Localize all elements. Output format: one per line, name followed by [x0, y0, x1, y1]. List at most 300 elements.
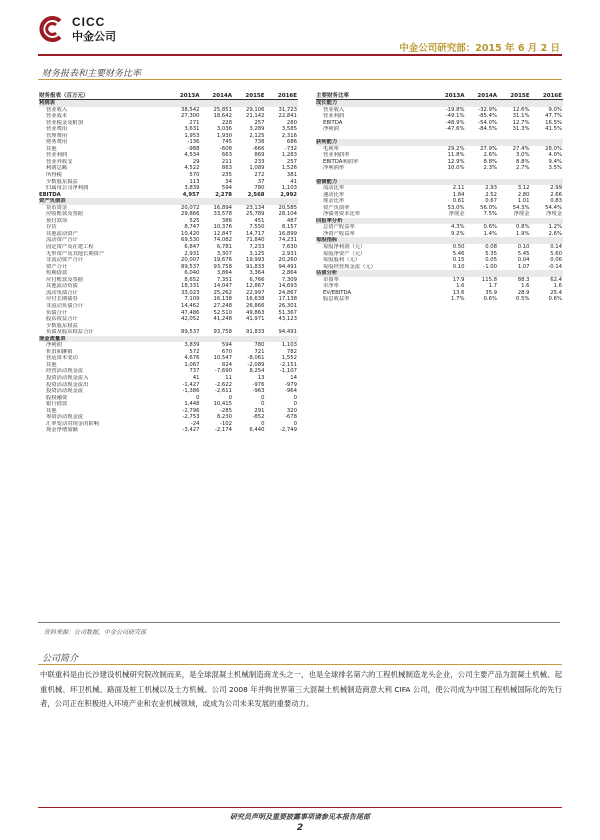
row-value: 1.84 [452, 191, 465, 198]
row-label: 估值分析 [316, 270, 338, 277]
row-value: 8,652 [184, 276, 200, 283]
row-label: 市盈率 [323, 276, 339, 283]
row-value: 74,231 [278, 237, 297, 244]
row-value: 1.6 [456, 283, 465, 290]
row-value: 3,289 [249, 126, 265, 133]
row-label: 少数股东权益 [46, 322, 78, 329]
row-value: 8.8% [483, 158, 497, 165]
footer-disclaimer: 研究员声明及重要披露事项请参见本报告尾部 [230, 813, 370, 821]
row-label: 回报率分析 [316, 217, 343, 224]
row-value: 572 [189, 348, 200, 355]
row-value: -2,151 [279, 361, 297, 368]
row-value: 29 [192, 158, 200, 165]
row-value: 88.3 [517, 276, 530, 283]
row-value: 3,036 [216, 126, 232, 133]
row-value: 721 [254, 348, 265, 355]
header-year: 2015E [245, 93, 265, 99]
row-label: 流动负债合计 [46, 289, 78, 296]
row-value: 0.6% [483, 296, 497, 303]
source-note: 资料来源：公司数据，中金公司研究部 [44, 629, 147, 636]
row-value: -136 [187, 139, 200, 146]
row-value: 25,851 [213, 106, 232, 113]
header-year: 2013A [179, 93, 200, 99]
row-value: 28.0% [545, 145, 562, 152]
row-value: 18,642 [213, 113, 232, 120]
row-label: 营业利润 [46, 152, 68, 159]
row-value: 25,262 [213, 289, 232, 296]
row-label: 应收账款及票据 [46, 211, 84, 218]
row-value: 27.4% [512, 145, 530, 152]
row-value: 451 [254, 217, 265, 224]
row-value: 净现金 [546, 211, 562, 218]
header-label: 主要财务比率 [316, 93, 350, 99]
row-label: 管理费用 [46, 132, 68, 139]
row-value: 780 [254, 185, 265, 192]
header-year: 2013A [444, 93, 465, 99]
row-value: 663 [221, 152, 232, 159]
row-value: 22,841 [278, 113, 297, 120]
row-label: 每股净资产（元） [323, 250, 366, 257]
row-label: 其他流动资产 [46, 230, 78, 237]
row-value: 71,840 [245, 237, 265, 244]
row-value: 0.50 [452, 244, 465, 251]
header-date: 中金公司研究部：2015 年 6 月 2 日 [399, 43, 560, 54]
row-value: 6,847 [184, 244, 200, 251]
row-value: 20,072 [180, 204, 200, 211]
row-label: 折旧和摊销 [46, 348, 73, 355]
row-value: 1,067 [184, 361, 200, 368]
row-value: 12,867 [245, 283, 265, 290]
row-value: -47.6% [445, 126, 465, 133]
row-value: 2.6% [483, 152, 497, 159]
row-value: 29.2% [447, 145, 465, 152]
row-value: 28,104 [278, 211, 297, 218]
row-value: -285 [219, 407, 232, 414]
row-label: 所得税 [46, 172, 62, 179]
row-value: 1,283 [281, 152, 297, 159]
row-value: 5.60 [550, 250, 562, 257]
row-value: 869 [254, 152, 265, 159]
row-value: 7,630 [281, 244, 297, 251]
row-value: 2,278 [215, 191, 232, 198]
row-value: 5.46 [452, 250, 465, 257]
row-value: 2,568 [247, 191, 265, 198]
page-header [0, 0, 600, 60]
row-value: 2.80 [517, 191, 530, 198]
row-value: 23,134 [245, 204, 265, 211]
row-value: 7.5% [483, 211, 497, 218]
row-value: -3,427 [182, 427, 200, 434]
row-value: 26,301 [278, 302, 297, 309]
row-value: 净现金 [448, 211, 465, 218]
row-value: 233 [254, 158, 265, 165]
row-value: 16,894 [213, 204, 232, 211]
row-label: 现金净增加额 [46, 427, 78, 434]
row-value: -1,427 [182, 381, 200, 388]
table-header-row [39, 92, 298, 100]
row-value: 42,052 [180, 316, 200, 323]
row-value: 1.2% [548, 224, 562, 231]
row-value: 7,309 [281, 276, 297, 283]
header-year: 2016E [277, 93, 297, 99]
row-label: 总资产收益率 [323, 224, 355, 231]
row-value: 62.4 [550, 276, 562, 283]
row-value: 5.45 [517, 250, 530, 257]
row-value: -666 [252, 145, 265, 152]
row-value: 16,899 [278, 230, 297, 237]
row-label: 毛利率 [323, 145, 339, 152]
row-label: 利润总额 [46, 165, 68, 172]
row-value: 10,415 [213, 401, 232, 408]
row-value: 0.5% [516, 296, 530, 303]
row-value: 12,847 [213, 230, 232, 237]
row-value: 8,230 [216, 414, 232, 421]
row-value: 0.67 [485, 198, 497, 205]
row-label: 应付账款及票据 [46, 276, 84, 283]
row-label: 偿债能力 [316, 178, 338, 185]
row-value: 13.6 [452, 289, 465, 296]
row-label: 汇率变动对现金的影响 [46, 420, 99, 427]
row-value: 386 [221, 217, 232, 224]
row-value: 41.5% [545, 126, 562, 133]
row-value: -2,796 [182, 407, 200, 414]
row-value: 863 [221, 165, 232, 172]
table-header-row [316, 92, 563, 100]
row-value: 14 [290, 374, 297, 381]
row-value: 4,957 [182, 191, 200, 198]
row-label: EBITDA [323, 119, 343, 126]
row-value: 21,142 [245, 113, 265, 120]
row-value: 2.52 [485, 191, 497, 198]
row-value: 113 [189, 178, 200, 185]
row-value: 11.8% [447, 152, 465, 159]
row-label: 资产负债表 [39, 198, 66, 205]
section-title: 财务报表和主要财务比率 [42, 69, 142, 79]
row-value: 29,106 [245, 106, 265, 113]
cicc-logo-icon [38, 14, 68, 44]
row-value: 14,693 [278, 283, 297, 290]
row-value: 2.6% [548, 230, 562, 237]
row-value: 33,023 [180, 289, 200, 296]
row-value: 35.9 [485, 289, 497, 296]
header-year: 2016E [542, 93, 562, 99]
row-label: 其他流动负债 [46, 283, 78, 290]
row-value: -84.5% [478, 126, 497, 133]
row-value: 1.7 [488, 283, 497, 290]
row-value: 7,351 [216, 276, 232, 283]
row-value: 14,047 [213, 283, 232, 290]
row-value: 782 [286, 348, 297, 355]
row-value: 235 [221, 172, 232, 179]
row-value: -49.1% [445, 113, 465, 120]
row-label: 应付长期债券 [46, 296, 78, 303]
row-value: 272 [254, 172, 265, 179]
row-value: 0 [261, 401, 265, 408]
row-value: 0.83 [550, 198, 562, 205]
row-value: 22,997 [245, 289, 265, 296]
row-label: 流动比率 [323, 185, 345, 192]
table-row [316, 296, 563, 303]
row-value: 686 [286, 139, 297, 146]
row-value: -2,753 [182, 414, 200, 421]
row-value: 54.4% [545, 204, 562, 211]
row-value: -24 [190, 420, 200, 427]
row-value: 93,758 [213, 329, 232, 336]
row-value: 2.93 [485, 185, 497, 192]
row-value: 10,376 [213, 224, 232, 231]
row-value: 7,550 [249, 224, 265, 231]
row-label: 成长能力 [316, 100, 338, 106]
row-value: -32.9% [478, 106, 497, 113]
row-value: 7,233 [249, 244, 265, 251]
row-value: 0 [196, 394, 200, 401]
row-label: 净利润率 [323, 165, 345, 172]
row-value: -678 [284, 414, 297, 421]
row-value: 1.07 [517, 263, 530, 270]
row-value: 3,307 [216, 250, 232, 257]
row-value: 3,839 [184, 342, 200, 349]
row-value: 69,530 [180, 237, 200, 244]
row-value: 1,953 [184, 132, 200, 139]
row-value: 38,542 [180, 106, 200, 113]
row-value: 487 [286, 217, 297, 224]
row-label: 每股指标 [316, 237, 338, 244]
row-value: 12.9% [447, 158, 465, 165]
row-value: 3.5% [548, 165, 562, 172]
row-value: -979 [284, 381, 297, 388]
row-value: 47,486 [180, 309, 200, 316]
row-value: 1,930 [216, 132, 232, 139]
row-value: 91,833 [245, 329, 265, 336]
row-value: 0 [293, 394, 297, 401]
row-value: -48.9% [445, 119, 465, 126]
row-value: 54.3% [512, 204, 530, 211]
row-value: -732 [284, 145, 297, 152]
row-label: 股息收益率 [323, 296, 350, 303]
row-label: 营运资本变动 [46, 355, 78, 362]
row-label: 投资活动现金流入 [46, 374, 89, 381]
row-value: 0.8% [516, 224, 530, 231]
row-value: 净现金 [513, 211, 530, 218]
row-value: 280 [286, 119, 297, 126]
row-value: 31.1% [512, 113, 530, 120]
row-value: -102 [219, 420, 232, 427]
row-value: 1.6 [521, 283, 530, 290]
row-value: 47.7% [545, 113, 562, 120]
row-value: 53.0% [447, 204, 465, 211]
row-label: 资产合计 [46, 263, 68, 270]
row-label: 经营活动现金流 [46, 368, 84, 375]
row-value: 41 [290, 178, 297, 185]
row-value: 3,839 [184, 185, 200, 192]
row-value: 18,331 [180, 283, 200, 290]
row-value: 8,747 [184, 224, 200, 231]
row-value: 257 [286, 158, 297, 165]
row-value: 0 [293, 401, 297, 408]
table-row [39, 427, 298, 434]
row-value: 12.6% [512, 106, 530, 113]
row-label: 其他 [46, 361, 57, 368]
header-year: 2014A [477, 93, 497, 99]
row-label: 营业费用 [46, 126, 68, 133]
row-label: 归属母公司净利润 [46, 185, 89, 192]
row-value: 0.04 [517, 257, 530, 264]
row-value: -2,749 [279, 427, 297, 434]
row-label: 资产负债率 [323, 204, 350, 211]
row-value: 89,537 [180, 263, 200, 270]
row-value: 2,316 [281, 132, 297, 139]
row-value: 1.9% [516, 230, 530, 237]
row-value: 8,157 [281, 224, 297, 231]
row-value: 34 [225, 178, 232, 185]
row-label: 净利润 [323, 126, 339, 133]
row-label: 营业税金及附加 [46, 119, 84, 126]
intro-divider [38, 664, 562, 665]
row-value: 0.6% [548, 296, 562, 303]
row-value: 17.9 [452, 276, 465, 283]
row-label: 净债务资本比率 [323, 211, 361, 218]
intro-title: 公司简介 [42, 654, 79, 664]
row-value: 24,867 [278, 289, 297, 296]
row-label: 每股净利润（元） [323, 244, 366, 251]
row-value: 6,766 [249, 276, 265, 283]
row-value: 211 [221, 158, 232, 165]
row-value: 10,420 [180, 230, 200, 237]
row-value: 11 [225, 374, 232, 381]
row-value: 49,863 [245, 309, 265, 316]
header-year: 2014A [212, 93, 232, 99]
row-value: 780 [254, 342, 265, 349]
row-label: 短期借款 [46, 270, 68, 277]
row-value: 738 [254, 139, 265, 146]
row-label: 固定资产及在建工程 [46, 244, 94, 251]
row-value: 381 [286, 172, 297, 179]
row-value: 16.5% [545, 119, 562, 126]
logo-en: CICC [72, 15, 106, 29]
row-label: 负债合计 [46, 309, 68, 316]
page-number: 2 [296, 823, 304, 833]
row-value: 0.10 [517, 244, 530, 251]
row-value: 0.06 [550, 257, 562, 264]
row-label: 营业收入 [323, 106, 345, 113]
row-label: 非流动资产合计 [46, 257, 84, 264]
row-value: 8.8% [516, 158, 530, 165]
row-value: 1.4% [483, 230, 497, 237]
row-label: 每股股利（元） [323, 257, 361, 264]
row-value: 291 [254, 407, 265, 414]
row-value: 74,082 [213, 237, 232, 244]
row-label: EBITDA利润率 [323, 158, 359, 165]
row-value: 19,676 [213, 257, 232, 264]
row-value: 41,971 [245, 316, 265, 323]
row-label: 营业利润 [323, 113, 345, 120]
row-value: 2.99 [550, 185, 562, 192]
row-value: -7,690 [214, 368, 232, 375]
row-value: 8,254 [249, 368, 265, 375]
row-value: 0.08 [485, 244, 497, 251]
row-value: 3,864 [216, 270, 232, 277]
row-label: EBITDA [39, 191, 61, 198]
row-label: 营业利润率 [323, 152, 350, 159]
row-value: 41 [192, 374, 200, 381]
row-value: -19.8% [445, 106, 465, 113]
row-value: 37 [257, 178, 265, 185]
row-value: 16,138 [213, 296, 232, 303]
row-label: 投资活动现金流出 [46, 381, 89, 388]
row-value: -608 [219, 145, 232, 152]
row-label: 预付款项 [46, 217, 68, 224]
row-value: 20,007 [180, 257, 200, 264]
row-value: 26,866 [245, 302, 265, 309]
row-label: 股东权益合计 [46, 316, 78, 323]
row-value: 1.6 [553, 283, 562, 290]
row-value: 17,138 [278, 296, 297, 303]
row-label: 净利润 [46, 342, 62, 349]
row-value: 89,537 [180, 329, 200, 336]
row-value: -963 [252, 388, 265, 395]
row-value: 1.01 [517, 198, 530, 205]
row-value: 525 [189, 217, 200, 224]
header-divider [38, 54, 562, 56]
row-value: 7,109 [184, 296, 200, 303]
row-value: 27,248 [213, 302, 232, 309]
row-value: 0 [228, 394, 232, 401]
financial-ratios-table [316, 92, 563, 303]
row-label: 获利能力 [316, 139, 338, 146]
row-value: 4,534 [184, 152, 200, 159]
row-value: 52,510 [213, 309, 232, 316]
intro-text: 中联重科是由长沙建设机械研究院改制而来，是全球混凝土机械制造商龙头之一，也是全球排名第六的工程机械制造龙头企业，公司主要产品为混凝土机械、起重机械、环卫机械、路面及桩工机械以及土方机械。公司 2008 年并购世界第三大混凝土机械制造商意大利 CIFA 公司，使公司成为中国工程机械国际化的先行者，公司正在积极进入环境产业和农业机械领域，或成为公司未来发展的重要动力。 [40, 670, 562, 708]
row-value: 2,931 [281, 250, 297, 257]
row-value: -2,089 [247, 361, 265, 368]
row-value: 2.11 [452, 185, 465, 192]
row-value: 115.8 [481, 276, 497, 283]
row-value: -0.14 [548, 263, 562, 270]
row-value: -1,386 [182, 388, 200, 395]
row-value: 19,993 [245, 257, 265, 264]
row-value: 3,364 [249, 270, 265, 277]
row-label: 存货 [46, 224, 57, 231]
row-value: 0.05 [485, 257, 497, 264]
row-value: 28.9 [517, 289, 530, 296]
header-label: 财务报表（百万元） [39, 93, 89, 99]
row-label: 营业外收支 [46, 158, 73, 165]
row-value: 27.9% [480, 145, 497, 152]
row-value: 670 [221, 348, 232, 355]
row-label: 财务费用 [46, 139, 68, 146]
row-value: 41,248 [213, 316, 232, 323]
row-value: 1,089 [249, 165, 265, 172]
row-value: 20,260 [278, 257, 297, 264]
row-label: 股权融资 [46, 394, 68, 401]
row-value: 9.2% [451, 230, 465, 237]
row-value: 2.3% [483, 165, 497, 172]
row-value: 93,758 [213, 263, 232, 270]
row-value: 4,522 [184, 165, 200, 172]
row-value: 271 [189, 119, 200, 126]
row-label: 其他 [46, 407, 57, 414]
row-label: 营业成本 [46, 113, 68, 120]
row-value: -988 [187, 145, 200, 152]
row-value: 2,864 [281, 270, 297, 277]
row-label: 少数股东损益 [46, 178, 78, 185]
row-value: 10.0% [447, 165, 465, 172]
row-value: 0 [261, 420, 265, 427]
row-label: 负债及股东权益合计 [46, 329, 94, 336]
row-value: 33,578 [213, 211, 232, 218]
row-value: 14,717 [245, 230, 265, 237]
row-value: 1,552 [281, 355, 297, 362]
